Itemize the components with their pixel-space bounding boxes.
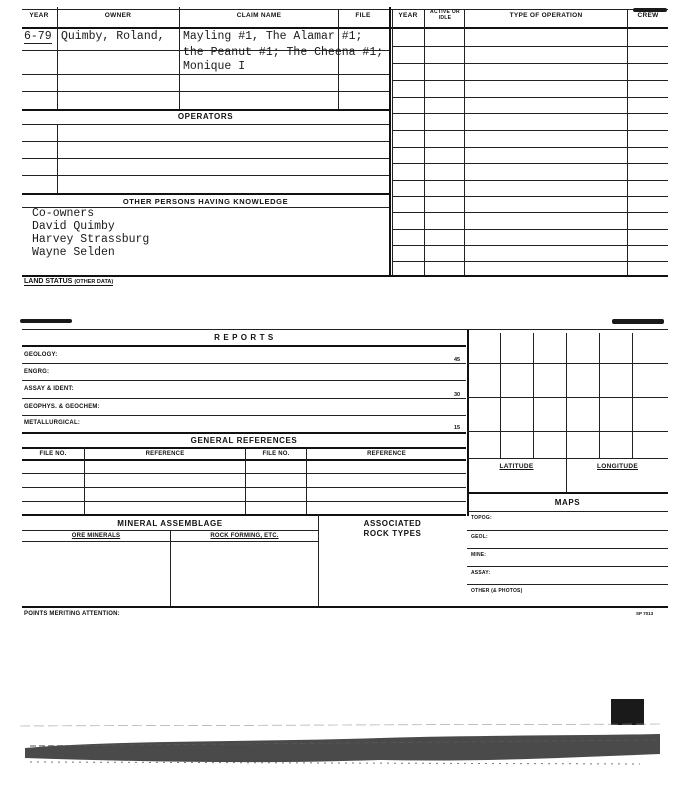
maps-geol: GEOL:: [471, 534, 488, 540]
other-persons-title: OTHER PERSONS HAVING KNOWLEDGE: [122, 197, 289, 206]
maps-mine: MINE:: [471, 552, 487, 558]
associated-rock-types: [319, 519, 466, 539]
col-header-file: FILE: [355, 12, 371, 19]
land-status-label: LAND STATUS: [24, 278, 73, 285]
ore-minerals-label: ORE MINERALS: [71, 533, 121, 539]
reports-title: R E P O R T S: [214, 333, 274, 342]
form-code: SP 7013: [636, 611, 654, 616]
maps-assay: ASSAY:: [471, 570, 491, 576]
col-header-crew: CREW: [637, 12, 659, 19]
maps-topog: TOPOG:: [471, 515, 492, 521]
col-header-active-idle: ACTIVE OR IDLE: [430, 9, 460, 21]
associated-line-2: ROCK TYPES: [363, 529, 422, 538]
longitude-label: LONGITUDE: [597, 463, 638, 470]
operators-title: OPERATORS: [177, 112, 234, 121]
land-status-sub: (OTHER DATA): [74, 279, 114, 285]
associated-line-1: ASSOCIATED: [363, 519, 422, 528]
person-line-3: Harvey Strassburg: [32, 233, 150, 246]
col-header-claim-name: CLAIM NAME: [236, 12, 282, 19]
ref-col-file-1: FILE NO.: [39, 451, 67, 457]
scan-noise-band: [0, 718, 678, 778]
ref-col-reference-1: REFERENCE: [145, 451, 185, 457]
col-header-type-of-operation: TYPE OF OPERATION: [509, 12, 583, 19]
latitude-label: LATITUDE: [499, 463, 534, 470]
points-meriting-attention: POINTS MERITING ATTENTION:: [24, 611, 120, 617]
scan-mark: [20, 319, 72, 323]
entry-owner: Quimby, Roland,: [61, 30, 165, 43]
col-header-owner: OWNER: [104, 12, 132, 19]
report-num-metallurgical: 15: [454, 425, 461, 431]
entry-claim-line-1: Mayling #1, The Alamar #1;: [183, 30, 363, 43]
maps-title: MAPS: [554, 498, 581, 507]
col-header-year: YEAR: [29, 12, 49, 19]
general-references-title: GENERAL REFERENCES: [190, 436, 298, 445]
entry-year: 6-79: [24, 30, 52, 43]
report-label-geology: GEOLOGY:: [24, 352, 58, 358]
report-label-engrg: ENGRG:: [24, 369, 50, 375]
report-num-geology: 45: [454, 357, 461, 363]
report-num-assay: 30: [454, 392, 461, 398]
report-label-metallurgical: METALLURGICAL:: [24, 420, 81, 426]
ref-col-file-2: FILE NO.: [262, 451, 290, 457]
report-label-assay: ASSAY & IDENT:: [24, 386, 74, 392]
person-line-2: David Quimby: [32, 220, 115, 233]
mineral-assemblage-title: MINERAL ASSEMBLAGE: [117, 519, 223, 528]
col-header-year-2: YEAR: [398, 12, 418, 19]
scan-mark: [612, 319, 664, 324]
ref-col-reference-2: REFERENCE: [367, 451, 406, 457]
entry-claim-line-2: the Peanut #1; The Cheena #1;: [183, 46, 384, 59]
maps-other: OTHER (& PHOTOS): [471, 588, 523, 594]
entry-claim-line-3: Monique I: [183, 60, 246, 73]
person-line-4: Wayne Selden: [32, 246, 115, 259]
report-label-geophys: GEOPHYS. & GEOCHEM:: [24, 404, 100, 410]
person-line-1: Co-owners: [32, 207, 95, 220]
rock-forming-label: ROCK FORMING, ETC.: [210, 533, 279, 539]
